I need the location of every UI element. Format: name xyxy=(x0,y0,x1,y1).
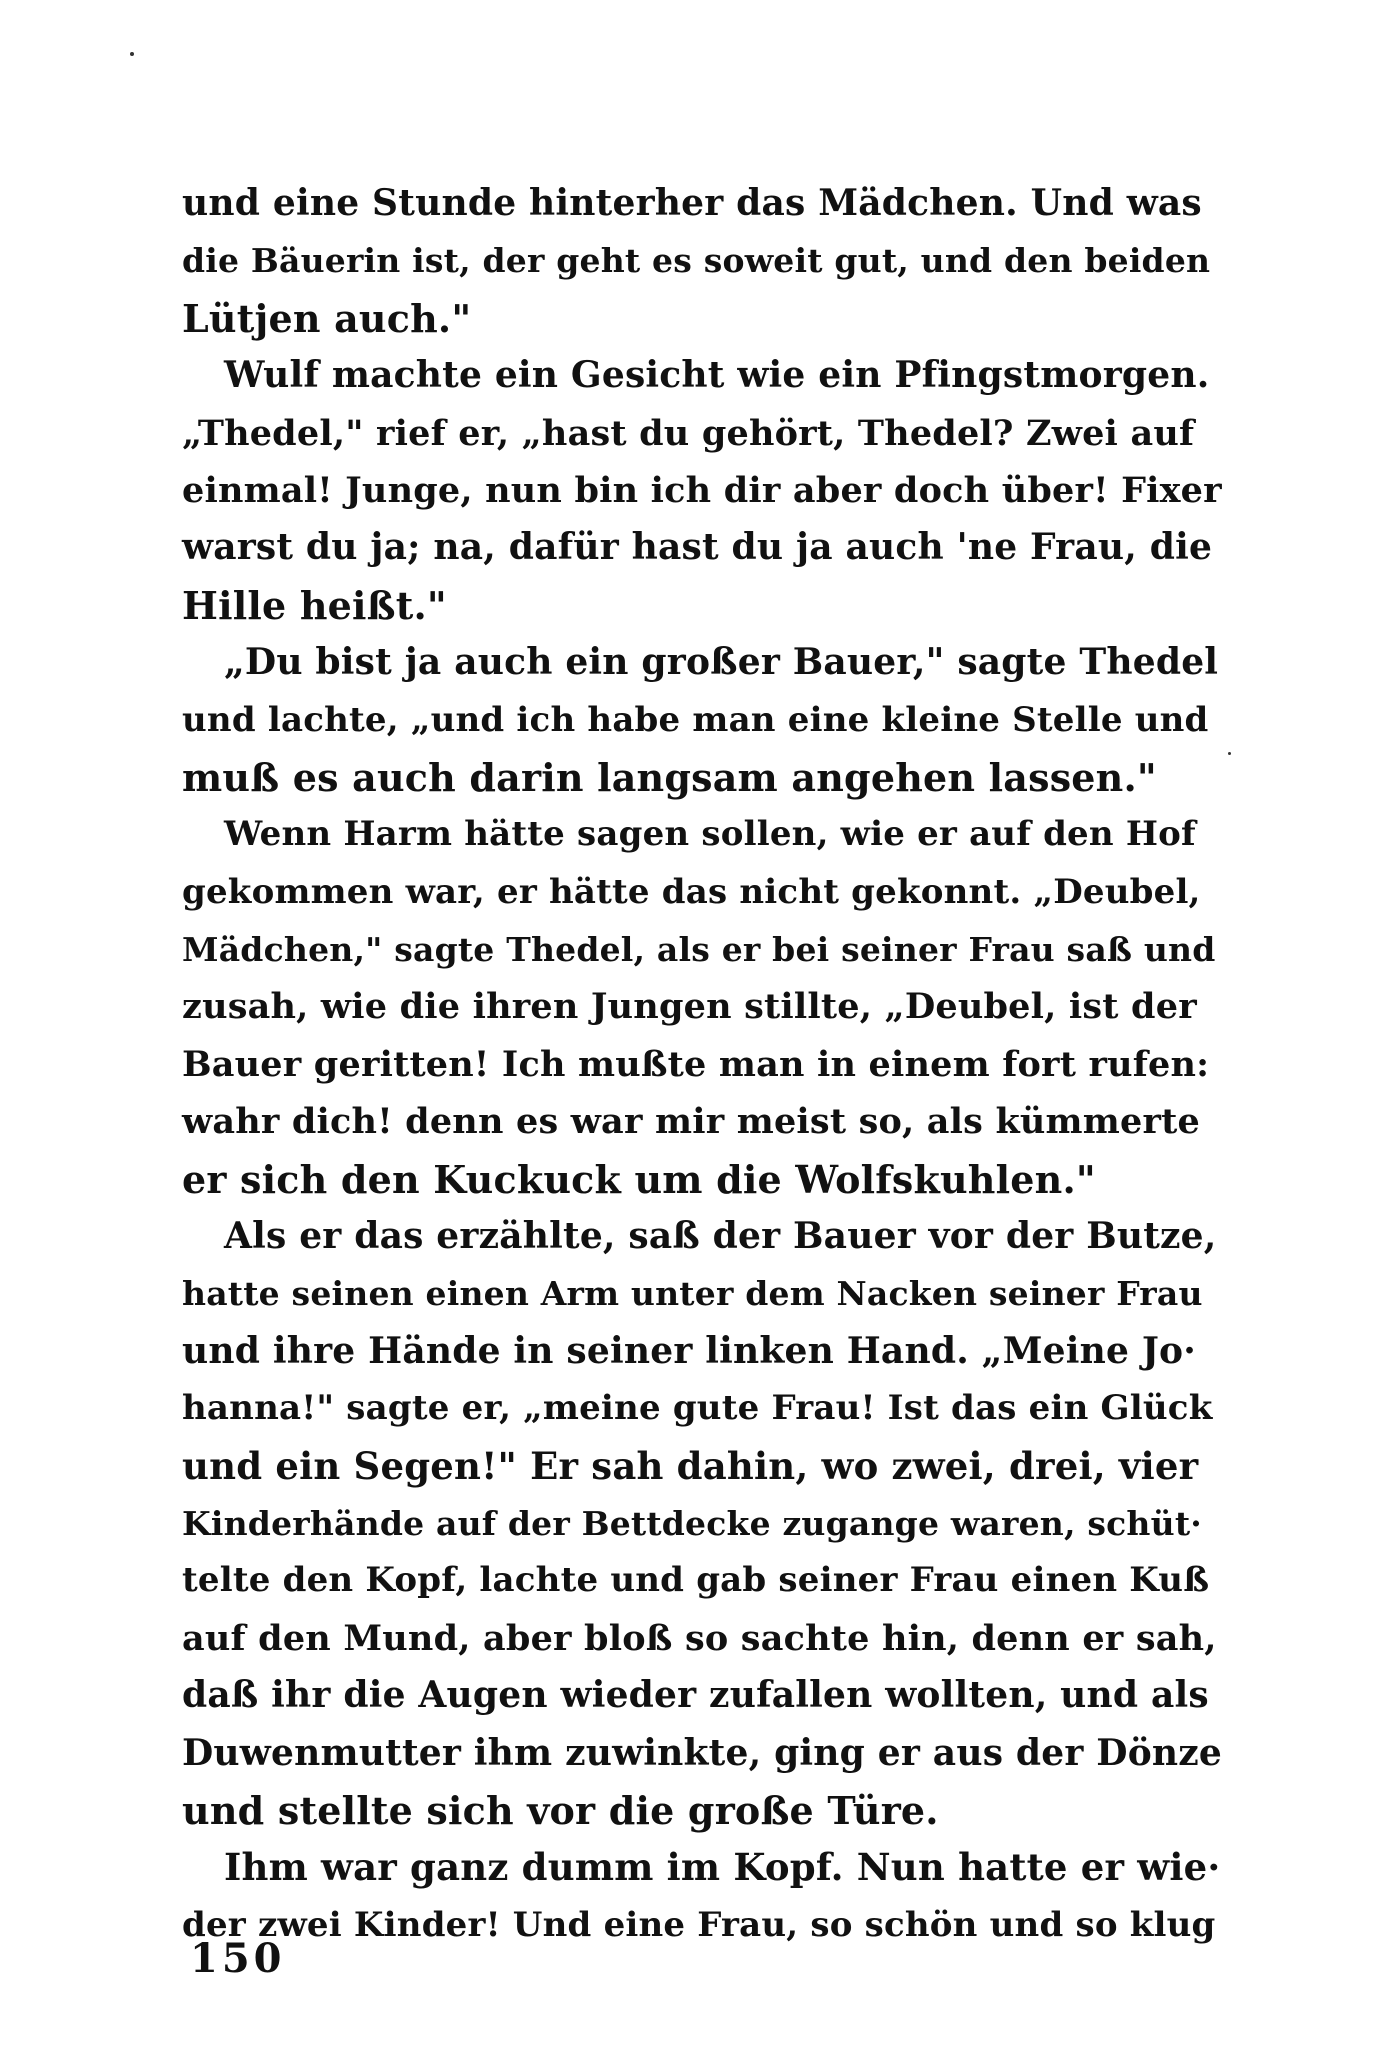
text-line: und ihre Hände in seiner linken Hand. „Meine Jo· xyxy=(182,1329,1196,1372)
text-line: Bauer geritten! Ich mußte man in einem fort rufen: xyxy=(182,1043,1210,1085)
text-line: zusah, wie die ihren Jungen stillte, „Deubel, ist der xyxy=(182,986,1197,1028)
text-line: hanna!" sagte er, „meine gute Frau! Ist das ein Glück xyxy=(182,1388,1213,1429)
text-line: telte den Kopf, lachte und gab seiner Frau einen Kuß xyxy=(182,1560,1210,1601)
text-line: der zwei Kinder! Und eine Frau, so schön und so klug xyxy=(182,1904,1216,1945)
text-line: einmal! Junge, nun bin ich dir aber doch über! Fixer xyxy=(182,469,1222,511)
text-line: Duwenmutter ihm zuwinkte, ging er aus der Dönze xyxy=(182,1731,1223,1774)
paper-speck xyxy=(1228,752,1231,755)
text-line: gekommen war, er hätte das nicht gekonnt. „Deubel, xyxy=(182,871,1201,912)
paragraph-start-line: Als er das erzählte, saß der Bauer vor der Butze, xyxy=(224,1215,1217,1258)
text-line: wahr dich! denn es war mir meist so, als kümmerte xyxy=(182,1101,1200,1143)
text-line: Kinderhände auf der Bettdecke zugange waren, schüt· xyxy=(182,1503,1202,1543)
page-number: 150 xyxy=(190,1935,286,1982)
text-line: auf den Mund, aber bloß so sachte hin, denn er sah, xyxy=(182,1617,1217,1659)
text-line: hatte seinen einen Arm unter dem Nacken seiner Frau xyxy=(182,1274,1203,1314)
text-line: Hille heißt." xyxy=(182,582,447,628)
text-line: muß es auch darin langsam angehen lassen." xyxy=(182,754,1157,800)
paragraph-start-line: Wenn Harm hätte sagen sollen, wie er auf den Hof xyxy=(224,814,1196,855)
text-line: und ein Segen!" Er sah dahin, wo zwei, drei, vier xyxy=(182,1443,1199,1488)
paragraph-start-line: „Du bist ja auch ein großer Bauer," sagte Thedel xyxy=(224,641,1219,684)
text-line: und eine Stunde hinterher das Mädchen. Und was xyxy=(182,182,1202,224)
text-line: Lütjen auch." xyxy=(182,295,472,341)
paragraph-start-line: Wulf machte ein Gesicht wie ein Pfingstmorgen. xyxy=(224,354,1210,397)
text-line: und stellte sich vor die große Türe. xyxy=(182,1787,939,1833)
text-line: daß ihr die Augen wieder zufallen wollten, und als xyxy=(182,1674,1209,1717)
text-line: Mädchen," sagte Thedel, als er bei seiner Frau saß und xyxy=(182,930,1216,970)
text-line: „Thedel," rief er, „hast du gehört, Thedel? Zwei auf xyxy=(182,412,1195,454)
body-text xyxy=(182,175,1222,1954)
paragraph-start-line: Ihm war ganz dumm im Kopf. Nun hatte er wie· xyxy=(224,1845,1221,1890)
paper-speck xyxy=(130,52,134,56)
text-line: die Bäuerin ist, der geht es soweit gut, und den beiden xyxy=(182,241,1211,281)
text-line: er sich den Kuckuck um die Wolfskuhlen." xyxy=(182,1156,1096,1202)
text-line: und lachte, „und ich habe man eine kleine Stelle und xyxy=(182,699,1209,740)
text-line: warst du ja; na, dafür hast du ja auch 'ne Frau, die xyxy=(182,526,1213,569)
